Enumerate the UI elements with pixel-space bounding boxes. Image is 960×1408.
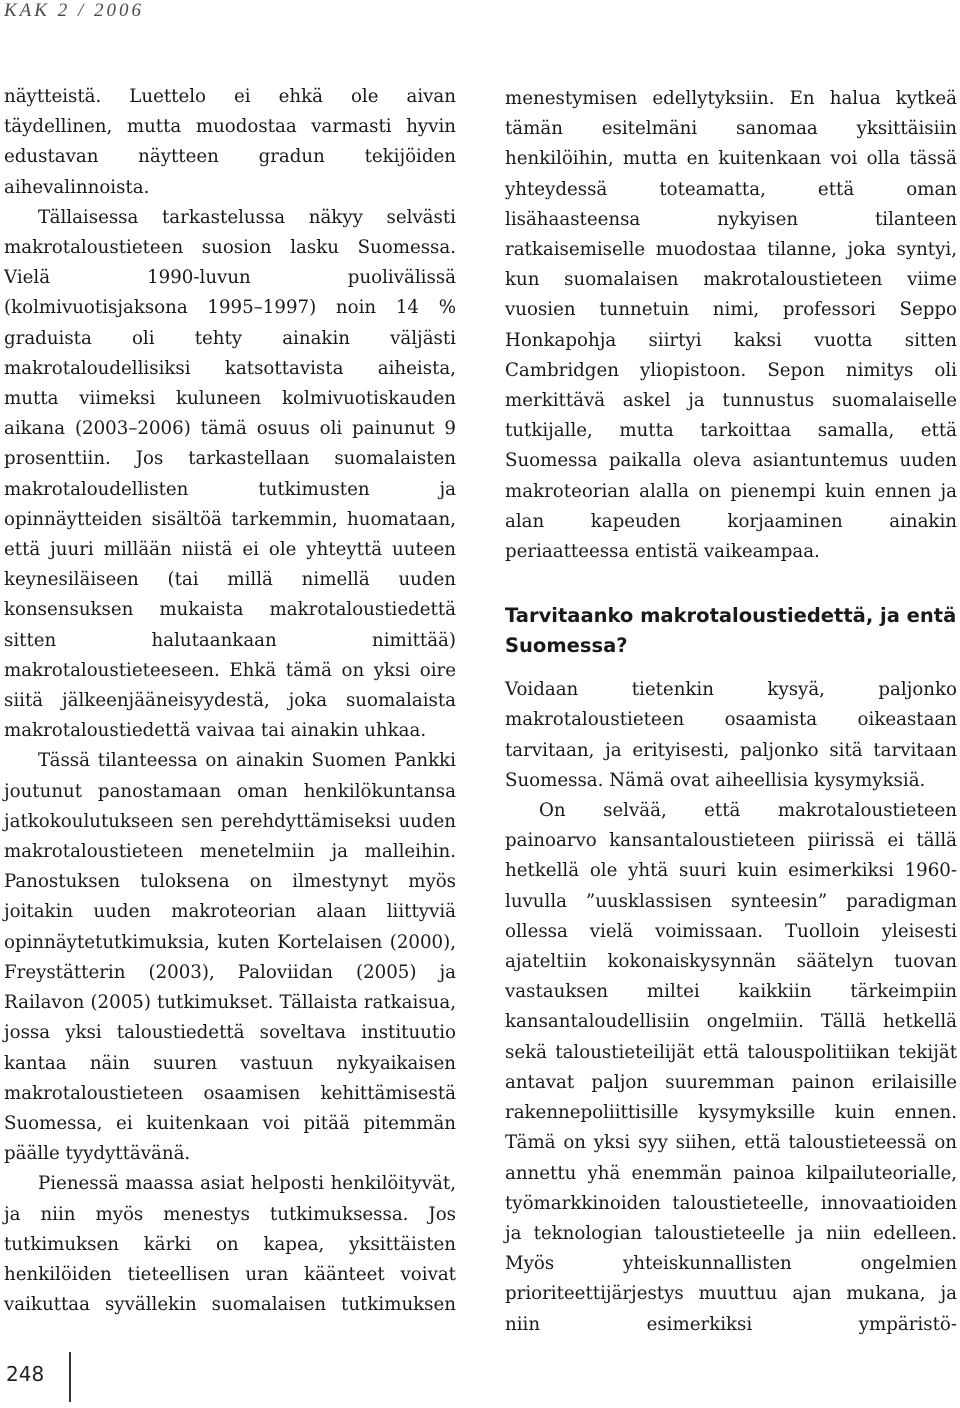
paragraph: Pienessä maassa asiat helposti henkilöityvät, ja niin myös menestys tutkimuksessa. Jos tutkimuksen kärki on kapea, yksittäisten henkilöiden tieteellisen uran käänteet voivat vaikuttaa syvällekin suomalaisen tutkimuksen — [4, 1173, 456, 1316]
paragraph: Tällaisessa tarkastelussa näkyy selvästi makrotaloustieteen suosion lasku Suomessa. Vielä 1990-luvun puolivälissä (kolmivuotisjaksona 1995–1997) noin 14 % graduista oli tehty ainakin väljästi makrotaloudellisiksi katsottavista aiheista, mutta viimeksi kuluneen kolmivuotiskauden aikana (2003–2006) tämä osuus oli painunut 9 prosenttiin. Jos tarkastellaan suomalaisten makrotaloudellisten tutkimusten ja opinnäytteiden sisältöä tarkemmin, huomataan, että juuri millään niistä ei ole yhteyttä uuteen keynesiläiseen (tai millä nimellä uuden konsensuksen mukaista makrotaloustiedettä sitten halutaankaan nimittää) makrotaloustieteeseen. Ehkä tämä on yksi oire siitä jälkeenjääneisyydestä, joka suomalaista makrotaloustiedettä vaivaa tai ainakin uhkaa. — [4, 206, 456, 742]
left-column — [4, 82, 456, 1320]
paragraph: näytteistä. Luettelo ei ehkä ole aivan täydellinen, mutta muodostaa varmasti hyvin edustavan näytteen gradun tekijöiden aihevalinnoista. — [4, 86, 456, 198]
paragraph: Tässä tilanteessa on ainakin Suomen Pankki joutunut panostamaan oman henkilökuntansa jatkokoulutukseen sen perehdyttämiseksi uuden makrotaloustieteen menetelmiin ja malleihin. Panostuksen tuloksena on ilmestynyt myös joitakin uuden makroteorian alaan liittyviä opinnäytetutkimuksia, kuten Kortelaisen (2000), Freystätterin (2003), Paloviidan (2005) ja Railavon (2005) tutkimukset. Tällaista ratkaisua, jossa yksi taloustiedettä soveltava instituutio kantaa näin suuren vastuun nykyaikaisen makrotaloustieteen osaamisen kehittämisestä Suomessa, ei kuitenkaan voi pitää pitemmän päälle tyydyttävänä. — [4, 750, 456, 1165]
running-head: KAK 2 / 2006 — [4, 0, 144, 21]
footer-divider — [69, 1352, 71, 1402]
paragraph: On selvää, että makrotaloustieteen painoarvo kansantaloustieteen piirissä ei tällä hetkellä ole yhtä suuri kuin esimerkiksi 1960-luvulla ”uusklassisen synteesin” paradigman ollessa vielä voimissaan. Tuolloin yleisesti ajateltiin kokonaiskysynnän säätelyn tuovan vastauksen miltei kaikkiin tärkeimpiin kansantaloudellisiin ongelmiin. Tällä hetkellä sekä taloustieteilijät että talouspolitiikan tekijät antavat paljon suuremman painon erilaisille rakennepoliittisille kysymyksille kuin ennen. Tämä on yksi syy siihen, että taloustieteessä on annettu yhä enemmän painoa kilpailuteorialle, työmarkkinoiden taloustieteelle, innovaatioiden ja teknologian taloustieteelle ja niin edelleen. Myös yhteiskunnallisten ongelmien prioriteettijärjestys muuttuu ajan mukana, ja niin esimerkiksi ympäristö- — [505, 800, 957, 1335]
right-column — [505, 84, 957, 1340]
section-heading: Tarvitaanko makrotaloustiedettä, ja entä Suomessa? — [505, 604, 957, 658]
page-footer — [0, 1352, 100, 1404]
page-number: 248 — [6, 1362, 45, 1386]
paragraph: menestymisen edellytyksiin. En halua kytkeä tämän esitelmäni sanomaa yksittäisiin henkilöihin, mutta en kuitenkaan voi olla tässä yhteydessä toteamatta, että oman lisähaasteensa nykyisen tilanteen ratkaisemiselle muodostaa tilanne, joka syntyi, kun suomalaisen makrotaloustieteen viime vuosien tunnetuin nimi, professori Seppo Honkapohja siirtyi kaksi vuotta sitten Cambridgen yliopistoon. Sepon nimitys oli merkittävä askel ja tunnustus suomalaiselle tutkijalle, mutta tarkoittaa samalla, että Suomessa paikalla oleva asiantuntemus uuden makroteorian alalla on pienempi kuin ennen ja alan kapeuden korjaaminen ainakin periaatteessa entistä vaikeampaa. — [505, 88, 957, 563]
paragraph: Voidaan tietenkin kysyä, paljonko makrotaloustieteen osaamista oikeastaan tarvitaan, ja erityisesti, paljonko sitä tarvitaan Suomessa. Nämä ovat aiheellisia kysymyksiä. — [505, 679, 957, 791]
